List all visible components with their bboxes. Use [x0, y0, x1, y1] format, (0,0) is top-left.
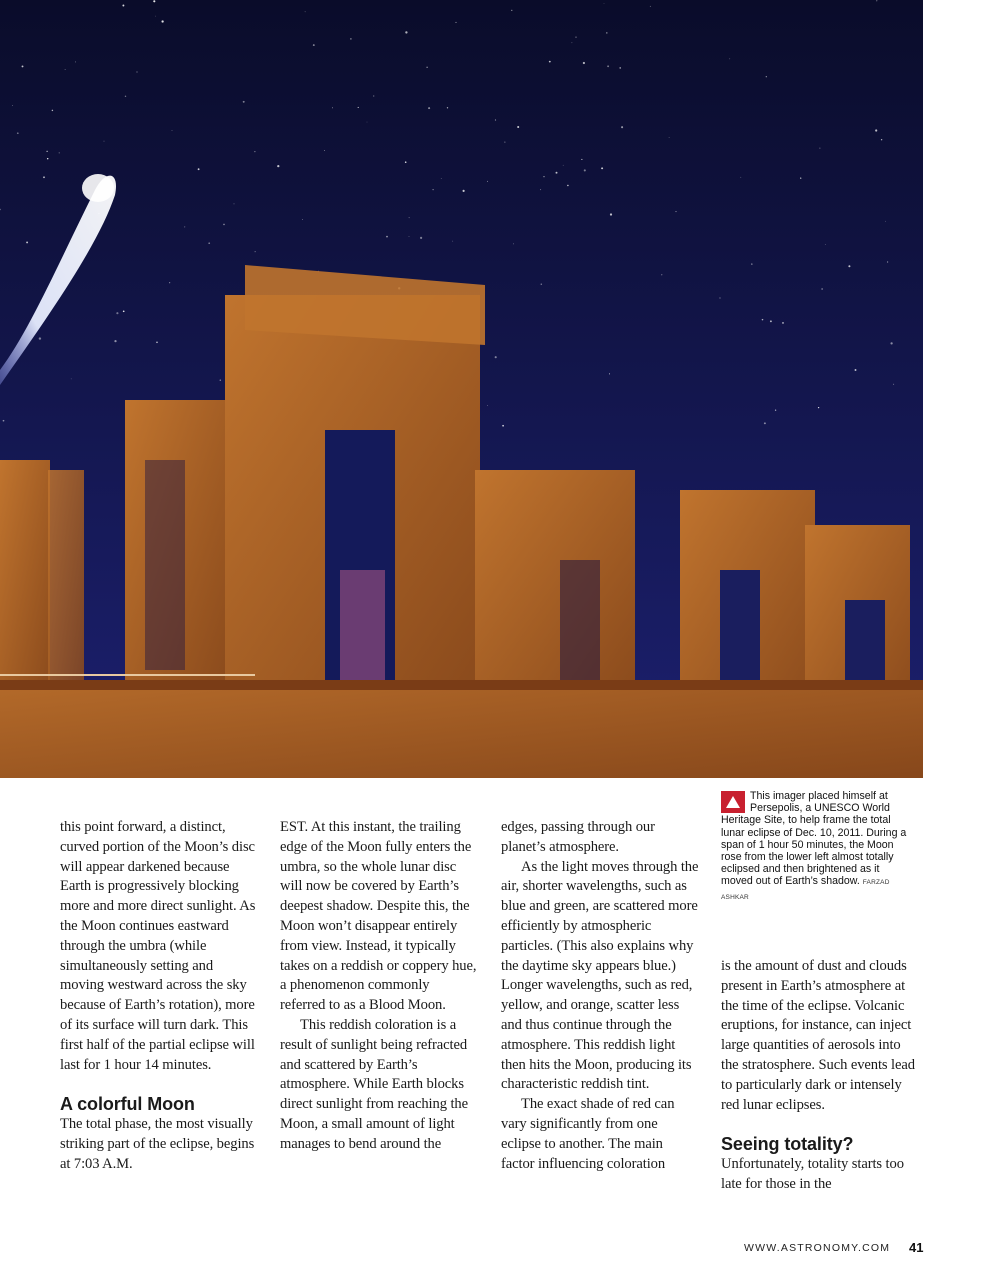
star: [487, 405, 488, 406]
star: [601, 167, 603, 169]
column-2: [280, 818, 478, 1155]
star: [876, 0, 877, 1]
star: [17, 132, 19, 134]
star: [59, 152, 60, 153]
star: [43, 176, 45, 178]
star: [234, 204, 235, 205]
star: [881, 139, 882, 140]
star: [116, 312, 118, 314]
star: [650, 6, 651, 7]
star: [198, 168, 200, 170]
photo-credit: FARZAD ASHKAR: [721, 879, 890, 901]
star: [825, 244, 826, 245]
star: [452, 241, 453, 242]
star: [893, 384, 894, 385]
star: [305, 11, 306, 12]
body-text: The exact shade of red can vary significantly from one eclipse to another. The main factor influencing coloration: [501, 1096, 675, 1172]
star: [26, 241, 28, 243]
star: [358, 107, 359, 108]
star: [208, 242, 210, 244]
body-text: This reddish coloration is a result of sunlight being refracted and scattered by Earth’s atmosphere. While Earth blocks direct sunlight from reaching the Moon, a small amount of light manages to bend around the: [280, 1016, 468, 1152]
star: [875, 129, 877, 131]
star: [313, 44, 315, 46]
star: [153, 0, 155, 2]
star: [556, 172, 558, 174]
star: [619, 67, 621, 69]
star: [720, 298, 721, 299]
star: [751, 263, 753, 265]
star: [386, 236, 388, 238]
star: [782, 322, 784, 324]
section-heading: A colorful Moon: [60, 1094, 195, 1115]
star: [155, 16, 156, 17]
star: [223, 224, 225, 226]
star: [669, 137, 670, 138]
photo-caption: [721, 790, 911, 904]
star: [169, 282, 170, 283]
footer-url: WWW.ASTRONOMY.COM: [744, 1242, 891, 1254]
star: [350, 38, 352, 40]
star: [114, 340, 116, 342]
star: [332, 107, 333, 108]
star: [762, 319, 764, 321]
body-text: this point forward, a distinct, curved portion of the Moon’s disc will appear darkened because Earth is progressively blocking more and more direct sunlight. As the Moon continues eastward through the umbra (while simultaneously setting and moving westward across the sky because of Earth’s rotation), more of its surface will turn dark. This first half of the partial eclipse will last for 1 hour 14 minutes.: [60, 819, 256, 1073]
body-text: edges, passing through our planet’s atmosphere.: [501, 819, 655, 855]
star: [764, 422, 766, 424]
star: [136, 71, 137, 72]
star: [609, 373, 610, 374]
body-text: Unfortunately, totality starts too late for those in the: [721, 1156, 904, 1193]
star: [855, 369, 857, 371]
star: [125, 96, 126, 97]
star: [572, 42, 573, 43]
star: [819, 148, 820, 149]
star: [122, 5, 124, 7]
star: [606, 32, 608, 34]
column-3: [501, 818, 699, 1174]
star: [302, 219, 303, 220]
star: [729, 58, 730, 59]
star: [770, 320, 772, 322]
star: [604, 3, 605, 4]
star: [75, 61, 76, 62]
caption-text: This imager placed himself at Persepolis, a UNESCO World Heritage Site, to help frame the total lunar eclipse of Dec. 10, 2011. During a span of 1 hour 50 minutes, the Moon rose from the lower left almost totally eclipsed and then brightened as it moved out of Earth’s shadow.: [721, 790, 907, 888]
star: [12, 105, 13, 106]
star: [277, 165, 279, 167]
star: [621, 126, 623, 128]
star: [800, 177, 801, 178]
star: [504, 142, 505, 143]
star: [848, 265, 850, 267]
star: [563, 165, 564, 166]
body-text: The total phase, the most visually striking part of the eclipse, begins at 7:03 A.M.: [60, 1116, 255, 1172]
star: [52, 110, 54, 112]
page-number: 41: [909, 1240, 924, 1255]
star: [540, 189, 541, 190]
body-text: As the light moves through the air, shorter wavelengths, such as blue and green, are scattered more efficiently by atmospheric particles. (This also explains why the daytime sky appears blue.) Longer wavelengths, such as red, yellow, and orange, scatter less and thus continue through the atmosphere. This reddish light then hits the Moon, producing its characteristic reddish tint.: [501, 858, 699, 1093]
star: [441, 178, 442, 179]
star: [740, 177, 741, 178]
star: [426, 67, 427, 68]
star: [172, 130, 173, 131]
star: [541, 283, 542, 284]
star: [517, 126, 519, 128]
star: [428, 107, 430, 109]
star: [243, 101, 245, 103]
column-1: [60, 818, 258, 1175]
star: [549, 61, 551, 63]
star: [775, 410, 776, 411]
star: [885, 221, 886, 222]
star: [156, 341, 158, 343]
star: [405, 161, 407, 163]
star: [567, 185, 568, 186]
star: [46, 151, 47, 152]
star: [502, 425, 504, 427]
star: [495, 119, 496, 120]
body-text: is the amount of dust and clouds present in Earth’s atmosphere at the time of the eclipse. Volcanic eruptions, for instance, can inject large quantities of aerosols into the stratosphere. Such events lead to particularly dark or intensely red lunar eclipses.: [721, 958, 915, 1113]
star: [887, 261, 888, 262]
star: [495, 356, 497, 358]
star: [455, 22, 456, 23]
star: [405, 31, 407, 33]
star: [420, 237, 422, 239]
star: [22, 65, 24, 67]
star: [766, 76, 767, 77]
star: [161, 20, 163, 22]
star: [487, 181, 488, 182]
star: [3, 420, 5, 422]
star: [543, 176, 544, 177]
star: [610, 213, 612, 215]
star: [575, 36, 576, 37]
star: [513, 243, 514, 244]
star: [584, 169, 586, 171]
section-heading: Seeing totality?: [721, 1134, 854, 1155]
star: [123, 310, 125, 312]
star: [447, 107, 448, 108]
star: [367, 122, 368, 123]
column-4: [721, 957, 919, 1195]
star: [324, 150, 325, 151]
star: [184, 226, 185, 227]
star: [432, 189, 433, 190]
star: [818, 407, 819, 408]
star: [254, 151, 255, 152]
star: [675, 211, 676, 212]
star: [71, 379, 72, 380]
star: [47, 158, 48, 159]
star: [104, 141, 105, 142]
star: [409, 236, 410, 237]
star: [583, 62, 585, 64]
star: [661, 274, 662, 275]
body-text: EST. At this instant, the trailing edge of the Moon fully enters the umbra, so the whole lunar disc will now be covered by Earth’s deepest shadow. Despite this, the Moon won’t disappear entirely from view. Instead, it typically takes on a reddish or coppery hue, a phenomenon commonly referred to as a Blood Moon.: [280, 819, 477, 1014]
star: [255, 251, 256, 252]
star: [890, 342, 892, 344]
triangle-up-icon: [721, 791, 745, 813]
star: [463, 190, 465, 192]
star: [821, 288, 822, 289]
star: [39, 337, 41, 339]
star: [581, 159, 582, 160]
star: [220, 379, 221, 380]
star: [65, 69, 66, 70]
star: [511, 10, 512, 11]
star: [607, 65, 609, 67]
star: [409, 217, 410, 218]
star: [373, 95, 374, 96]
